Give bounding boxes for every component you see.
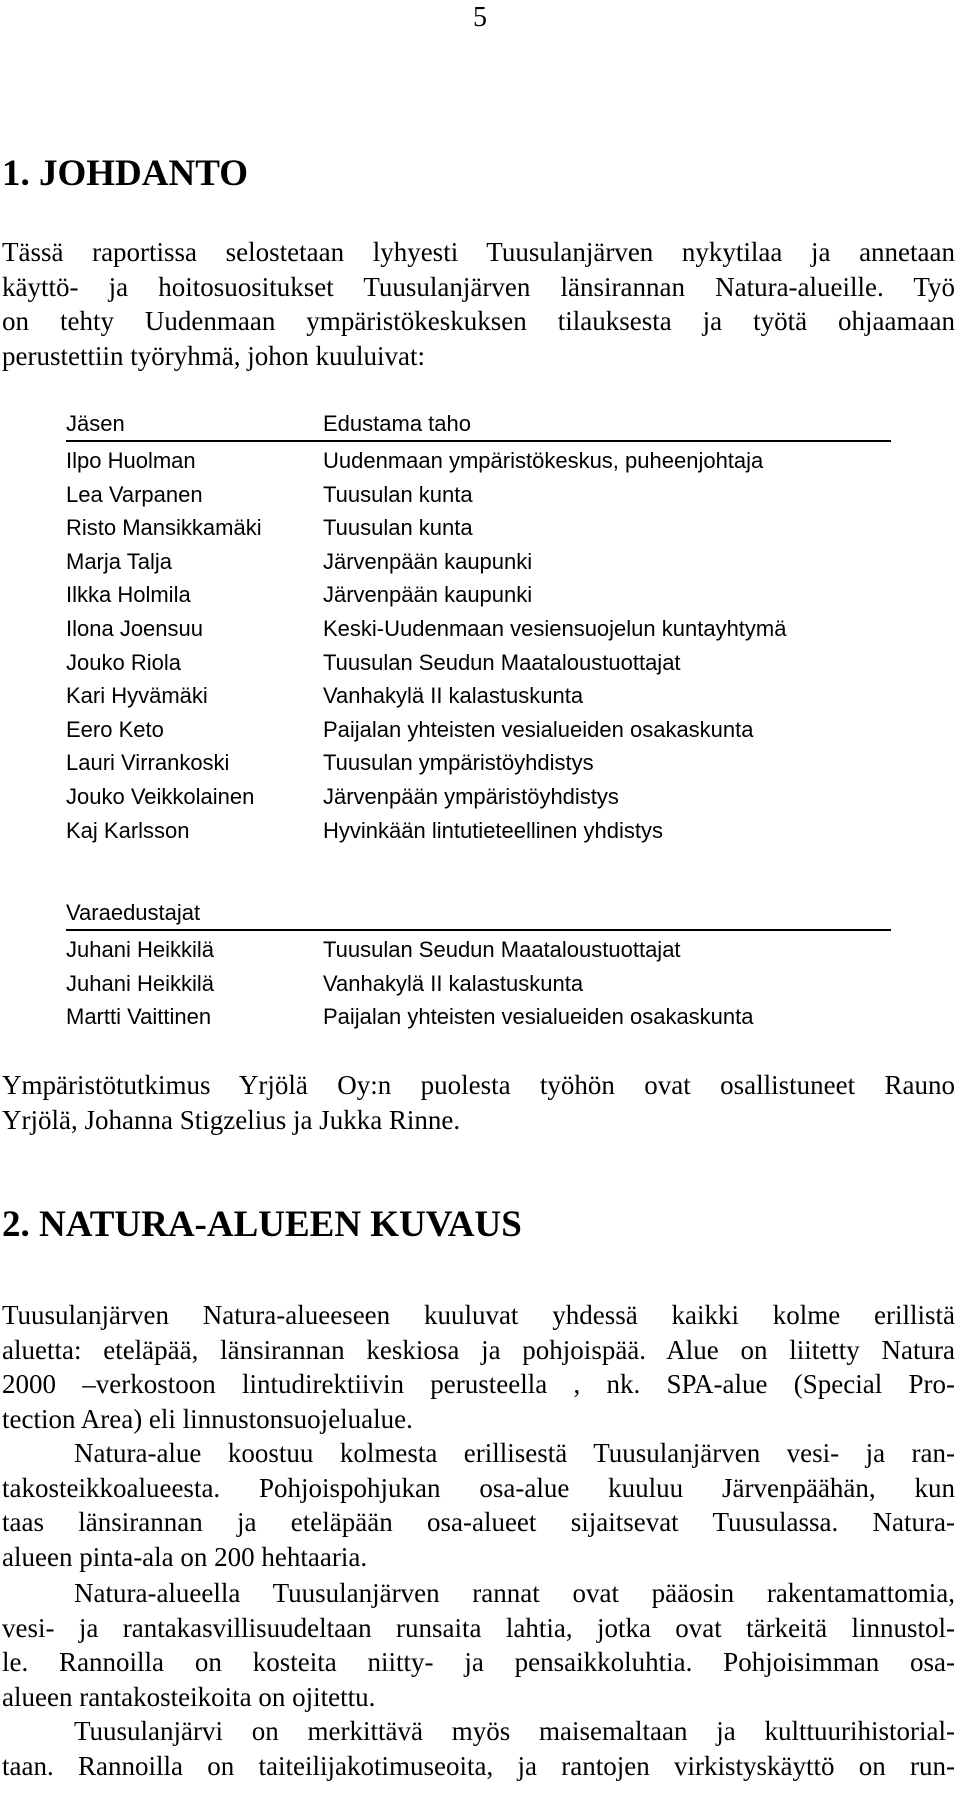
deputy-organization: Paijalan yhteisten vesialueiden osakaskunta	[323, 1004, 754, 1030]
text-line: käyttö- ja hoitosuositukset Tuusulanjärven länsirannan Natura-alueille. Työ	[2, 271, 955, 302]
text-line: alueen pinta-ala on 200 hehtaaria.	[2, 1541, 368, 1572]
deputy-name: Juhani Heikkilä	[66, 937, 214, 962]
text-line: perustettiin työryhmä, johon kuuluivat:	[2, 340, 425, 371]
section-heading-johdanto: 1. JOHDANTO	[2, 153, 249, 194]
deputy-organization: Tuusulan Seudun Maataloustuottajat	[323, 937, 681, 962]
member-name: Kari Hyvämäki	[66, 683, 208, 709]
natura-paragraph-2	[2, 1436, 955, 1574]
member-name: Marja Talja	[66, 548, 172, 574]
member-name: Jouko Veikkolainen	[66, 783, 255, 809]
member-name: Ilkka Holmila	[66, 582, 191, 608]
column-header-member: Jäsen	[66, 411, 125, 436]
text-line: Tuusulanjärven Natura-alueeseen kuuluvat yhdessä kaikki kolme erillistä	[2, 1300, 955, 1330]
table-row	[66, 713, 891, 747]
member-organization: Tuusulan ympäristöyhdistys	[323, 750, 594, 776]
table-row	[66, 746, 891, 780]
table-row	[66, 444, 891, 478]
member-name: Ilona Joensuu	[66, 615, 203, 641]
text-line: Tuusulanjärvi on merkittävä myös maisemaltaan ja kulttuurihistorial-	[74, 1716, 955, 1746]
column-header-organization: Edustama taho	[323, 411, 471, 436]
column-header-deputies: Varaedustajat	[66, 900, 201, 925]
table-row	[66, 814, 891, 848]
table-row	[66, 578, 891, 612]
text-line: aluetta: eteläpää, länsirannan keskiosa ja pohjoispää. Alue on liitetty Natura	[2, 1334, 955, 1365]
text-line: alueen rantakosteikoita on ojitettu.	[2, 1681, 376, 1712]
text-line: le. Rannoilla on kosteita niitty- ja pensaikkoluhtia. Pohjoisimman osa-	[2, 1647, 955, 1678]
deputy-name: Juhani Heikkilä	[66, 970, 214, 996]
table-row	[66, 545, 891, 579]
section-heading-natura-alueen-kuvaus: 2. NATURA-ALUEEN KUVAUS	[2, 1204, 522, 1245]
text-line: vesi- ja rantakasvillisuudeltaan runsaita lahtia, jotka ovat tärkeitä linnustol-	[2, 1612, 955, 1643]
table-row	[66, 967, 891, 1001]
natura-paragraph-3	[2, 1576, 955, 1714]
text-line: takosteikkoalueesta. Pohjoispohjukan osa-alue kuuluu Järvenpäähän, kun	[2, 1472, 955, 1503]
member-name: Risto Mansikkamäki	[66, 515, 262, 541]
member-name: Lea Varpanen	[66, 481, 203, 507]
consultant-paragraph	[2, 1068, 955, 1137]
member-organization: Vanhakylä II kalastuskunta	[323, 683, 584, 709]
table-header	[66, 408, 891, 442]
page-number: 5	[473, 2, 487, 33]
member-name: Ilpo Huolman	[66, 448, 196, 473]
member-organization: Tuusulan kunta	[323, 481, 473, 507]
members-table	[66, 408, 891, 847]
member-organization: Paijalan yhteisten vesialueiden osakaskunta	[323, 716, 754, 742]
text-line: Tässä raportissa selostetaan lyhyesti Tuusulanjärven nykytilaa ja annetaan	[2, 237, 955, 267]
member-organization: Uudenmaan ympäristökeskus, puheenjohtaja	[323, 448, 764, 473]
text-line: on tehty Uudenmaan ympäristökeskuksen tilauksesta ja työtä ohjaamaan	[2, 306, 955, 337]
member-organization: Hyvinkään lintutieteellinen yhdistys	[323, 817, 663, 843]
intro-paragraph	[2, 235, 955, 373]
text-line: Natura-alue koostuu kolmesta erillisestä Tuusulanjärven vesi- ja ran-	[74, 1438, 955, 1468]
table-row	[66, 646, 891, 680]
text-line: Natura-alueella Tuusulanjärven rannat ovat pääosin rakentamattomia,	[74, 1578, 955, 1608]
member-organization: Järvenpään kaupunki	[323, 582, 533, 608]
text-line: Yrjölä, Johanna Stigzelius ja Jukka Rinne.	[2, 1104, 461, 1135]
member-organization: Järvenpään kaupunki	[323, 548, 533, 574]
table-row	[66, 478, 891, 512]
member-name: Eero Keto	[66, 716, 164, 742]
text-line: tection Area) eli linnustonsuojelualue.	[2, 1403, 413, 1434]
table-row	[66, 612, 891, 646]
deputy-name: Martti Vaittinen	[66, 1004, 212, 1030]
table-row	[66, 933, 891, 967]
member-name: Lauri Virrankoski	[66, 750, 230, 776]
member-name: Kaj Karlsson	[66, 817, 190, 843]
table-row	[66, 1000, 891, 1034]
natura-paragraph-4	[2, 1714, 955, 1783]
deputy-organization: Vanhakylä II kalastuskunta	[323, 970, 584, 996]
column-header-empty	[323, 897, 891, 929]
member-organization: Tuusulan Seudun Maataloustuottajat	[323, 649, 681, 675]
text-line: taas länsirannan ja eteläpään osa-alueet sijaitsevat Tuusulassa. Natura-	[2, 1507, 955, 1538]
table-row	[66, 679, 891, 713]
text-line: 2000 –verkostoon lintudirektiivin perusteella , nk. SPA-alue (Special Pro-	[2, 1369, 955, 1400]
member-organization: Keski-Uudenmaan vesiensuojelun kuntayhtymä	[323, 615, 787, 641]
member-organization: Järvenpään ympäristöyhdistys	[323, 783, 619, 809]
table-row	[66, 511, 891, 545]
deputies-table	[66, 897, 891, 1034]
table-row	[66, 780, 891, 814]
member-name: Jouko Riola	[66, 649, 181, 675]
text-line: taan. Rannoilla on taiteilijakotimuseoita, ja rantojen virkistyskäyttö on run-	[2, 1750, 955, 1781]
natura-paragraph-1	[2, 1298, 955, 1436]
table-header	[66, 897, 891, 931]
text-line: Ympäristötutkimus Yrjölä Oy:n puolesta työhön ovat osallistuneet Rauno	[2, 1070, 955, 1100]
member-organization: Tuusulan kunta	[323, 515, 473, 541]
